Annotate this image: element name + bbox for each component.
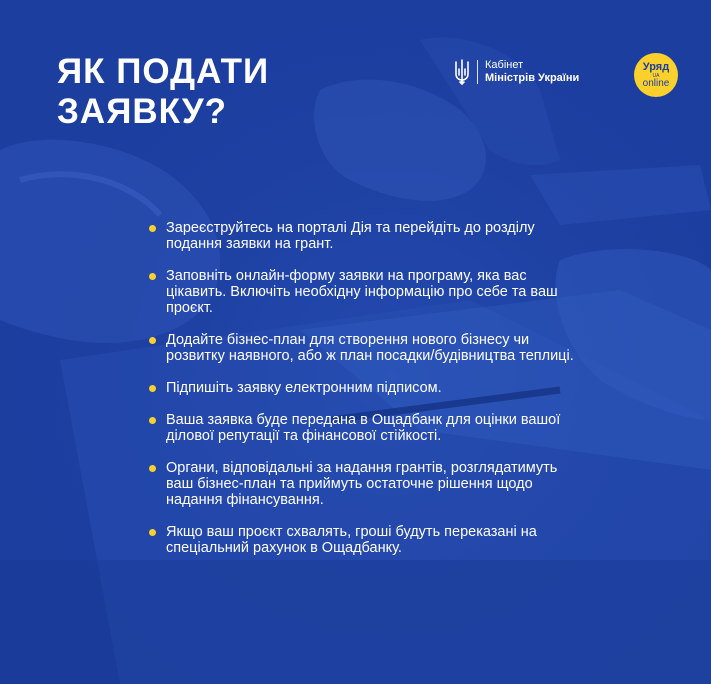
logo-separator [477,60,478,84]
step-item [147,412,587,444]
bullet-dot-icon [149,225,156,232]
step-item [147,268,587,316]
step-text: Якщо ваш проєкт схвалять, гроші будуть переказані на спеціальний рахунок в Ощадбанку. [166,524,537,556]
uriad-logo-middle: UA [652,72,660,79]
bullet-dot-icon [149,529,156,536]
uriad-logo-top: Уряд [642,60,670,73]
title-line-2: ЗАЯВКУ? [57,92,228,131]
step-item [147,524,587,556]
step-text: Органи, відповідальні за надання грантів, розглядатимуть ваш бізнес-план та приймуть остаточне рішення щодо надання фінансування. [166,460,558,508]
cabinet-logo-line-1: Кабінет [485,59,524,71]
cabinet-logo-line-2: Міністрів України [485,72,580,84]
cabinet-of-ministers-logo [454,57,579,87]
step-item [147,332,587,364]
step-item [147,220,587,252]
page-title [57,52,269,132]
step-item [147,380,587,396]
bullet-dot-icon [149,465,156,472]
bullet-dot-icon [149,273,156,280]
step-text: Ваша заявка буде передана в Ощадбанк для оцінки вашої ділової репутації та фінансової стійкості. [166,412,561,444]
step-text: Підпишіть заявку електронним підписом. [166,380,442,396]
step-text: Зареєструйтесь на порталі Дія та перейдіть до розділу подання заявки на грант. [166,220,535,252]
uriad-online-logo [634,53,678,97]
bullet-dot-icon [149,417,156,424]
trident-icon [454,59,470,85]
steps-list [147,220,587,572]
step-item [147,460,587,508]
title-line-1: ЯК ПОДАТИ [57,52,270,91]
step-text: Заповніть онлайн-форму заявки на програму, яка вас цікавить. Включіть необхідну інформацію про себе та ваш проєкт. [166,268,558,316]
cabinet-logo-text [485,59,579,85]
bullet-dot-icon [149,337,156,344]
step-text: Додайте бізнес-план для створення нового бізнесу чи розвитку наявного, або ж план посадки/будівництва теплиці. [166,332,574,364]
bullet-dot-icon [149,385,156,392]
uriad-logo-bottom: online [642,77,670,89]
